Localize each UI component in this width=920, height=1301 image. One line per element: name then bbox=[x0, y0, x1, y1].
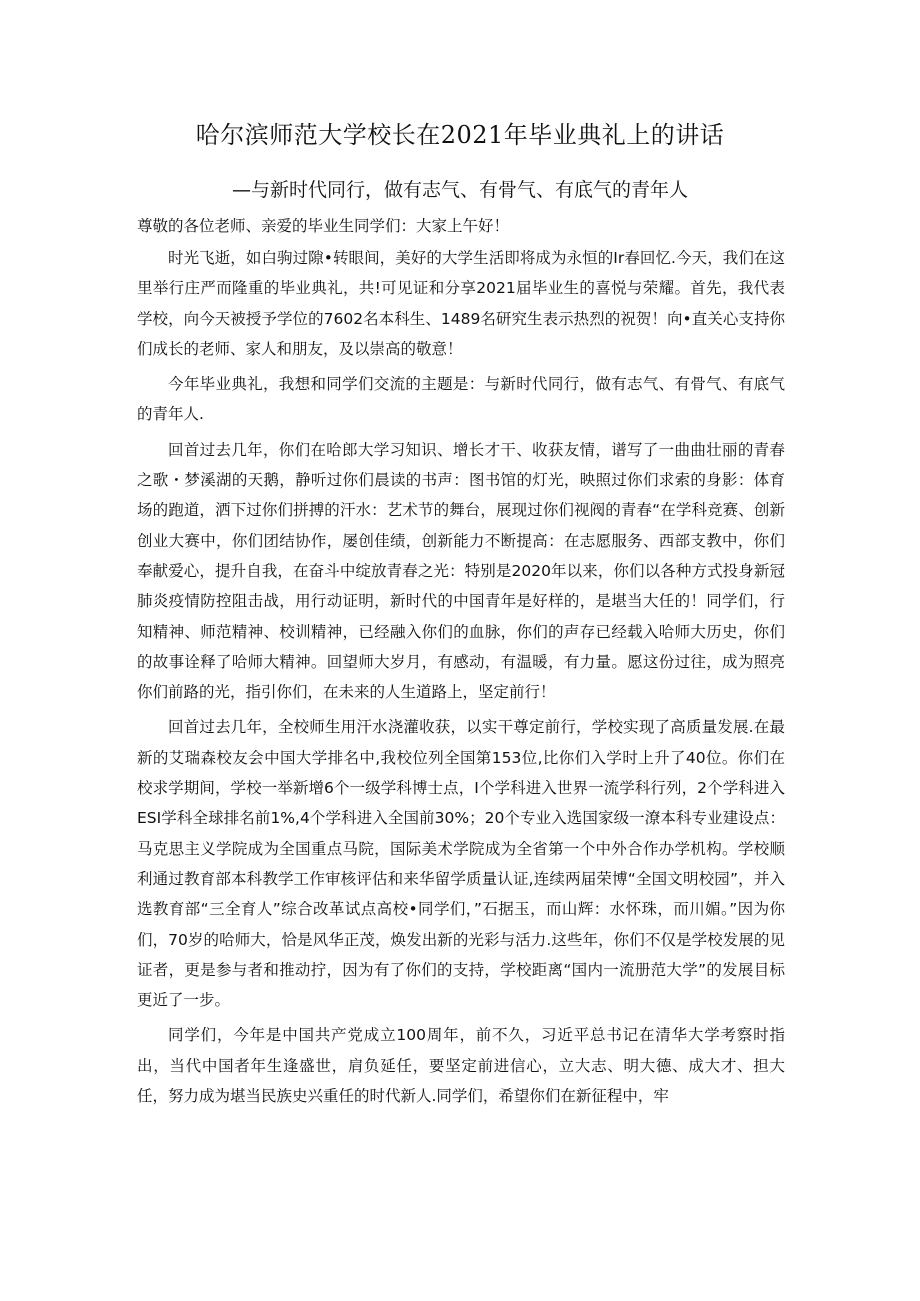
paragraph-student-years: 回首过去几年，你们在哈郎大学习知识、增长才干、收获友情，谱写了一曲曲壮丽的青春之歌・梦溪湖的天鹅，静听过你们晨读的书声：图书馆的灯光，映照过你们求索的身影：体育场的跑道，洒下过你们拼搏的汗水：艺术节的舞台，展现过你们视阀的青春“在学科竞赛、创新创业大赛中，你们团结协作，屡创佳绩，创新能力不断提高：在志愿服务、西部支教中，你们奉献爱心，提升自我，在奋斗中绽放青春之光：特别是2020年以来，你们以各种方式投身新冠肺炎疫情防控阻击战，用行动证明，新时代的中国青年是好样的，是堪当大任的！同学们，行知精神、师范精神、校训精神，已经融入你们的血脉，你们的声存已经载入哈师大历史，你们的故事诠释了哈师大精神。回望师大岁月，有感动，有温暖，有力量。愿这份过往，成为照亮你们前路的光，指引你们，在未来的人生道路上，坚定前行！ bbox=[137, 440, 785, 702]
document-body bbox=[137, 212, 785, 1111]
paragraph-theme: 今年毕业典礼，我想和同学们交流的主题是：与新时代同行，做有志气、有骨气、有底气的青年人. bbox=[137, 375, 785, 424]
paragraph-opening: 时光飞逝，如白驹过隙•转眼间，美好的大学生活即将成为永恒的Ir春回忆.今天，我们在这里举行庄严而隆重的毕业典礼，共!可见证和分享2021届毕业生的喜悦与荣耀。首先，我代表学校，向今天被授予学位的7602名本科生、1489名研究生表示热烈的祝贺！向•直关心支持你们成长的老师、家人和朋友，及以崇高的敬意！ bbox=[137, 249, 785, 358]
document-title: 哈尔滨师范大学校长在2021年毕业典礼上的讲话 bbox=[195, 121, 725, 149]
salutation: 尊敬的各位老师、亲爱的毕业生同学们：大家上午好！ bbox=[137, 217, 510, 235]
paragraph-party-centenary: 同学们，今年是中国共产党成立100周年，前不久，习近平总书记在清华大学考察时指出，当代中国者年生逢盛世，肩负延任，要坚定前进信心，立大志、明大德、成大才、担大任，努力成为堪当民族史兴重任的时代新人.同学们，希望你们在新征程中，牢 bbox=[137, 1026, 785, 1106]
paragraph-school-development: 回首过去几年，全校师生用汗水浇灌收获，以实干尊定前行，学校实现了高质量发展.在最新的艾瑞森校友会中国大学排名中,我校位列全国第153位,比你们入学时上升了40位。你们在校求学期间，学校一举新增6个一级学科博士点，I个学科进入世界一流学科行列，2个学科进入ESI学科全球排名前1%,4个学科进入全国前30%；20个专业入选国家级一潦本科专业建设点：马克思主义学院成为全国重点马院，国际美术学院成为全省第一个中外合作办学机构。学校顺利通过教育部本科教学工作审核评估和来华留学质量认证,连续两届荣博“全国文明校园”，并入选教育部“三全育人”综合改革试点高校•同学们，”石据玉，而山辉：水怀珠，而川媚。”因为你们，70岁的哈师大，恰是风华正茂，焕发出新的光彩与活力.这些年，你们不仅是学校发展的见证者，更是参与者和推动拧，因为有了你们的支持，学校距离“国内一流册范大学”的发展目标更近了一步。 bbox=[137, 718, 785, 1010]
document-subtitle: —与新时代同行，做有志气、有骨气、有底气的青年人 bbox=[231, 179, 688, 201]
